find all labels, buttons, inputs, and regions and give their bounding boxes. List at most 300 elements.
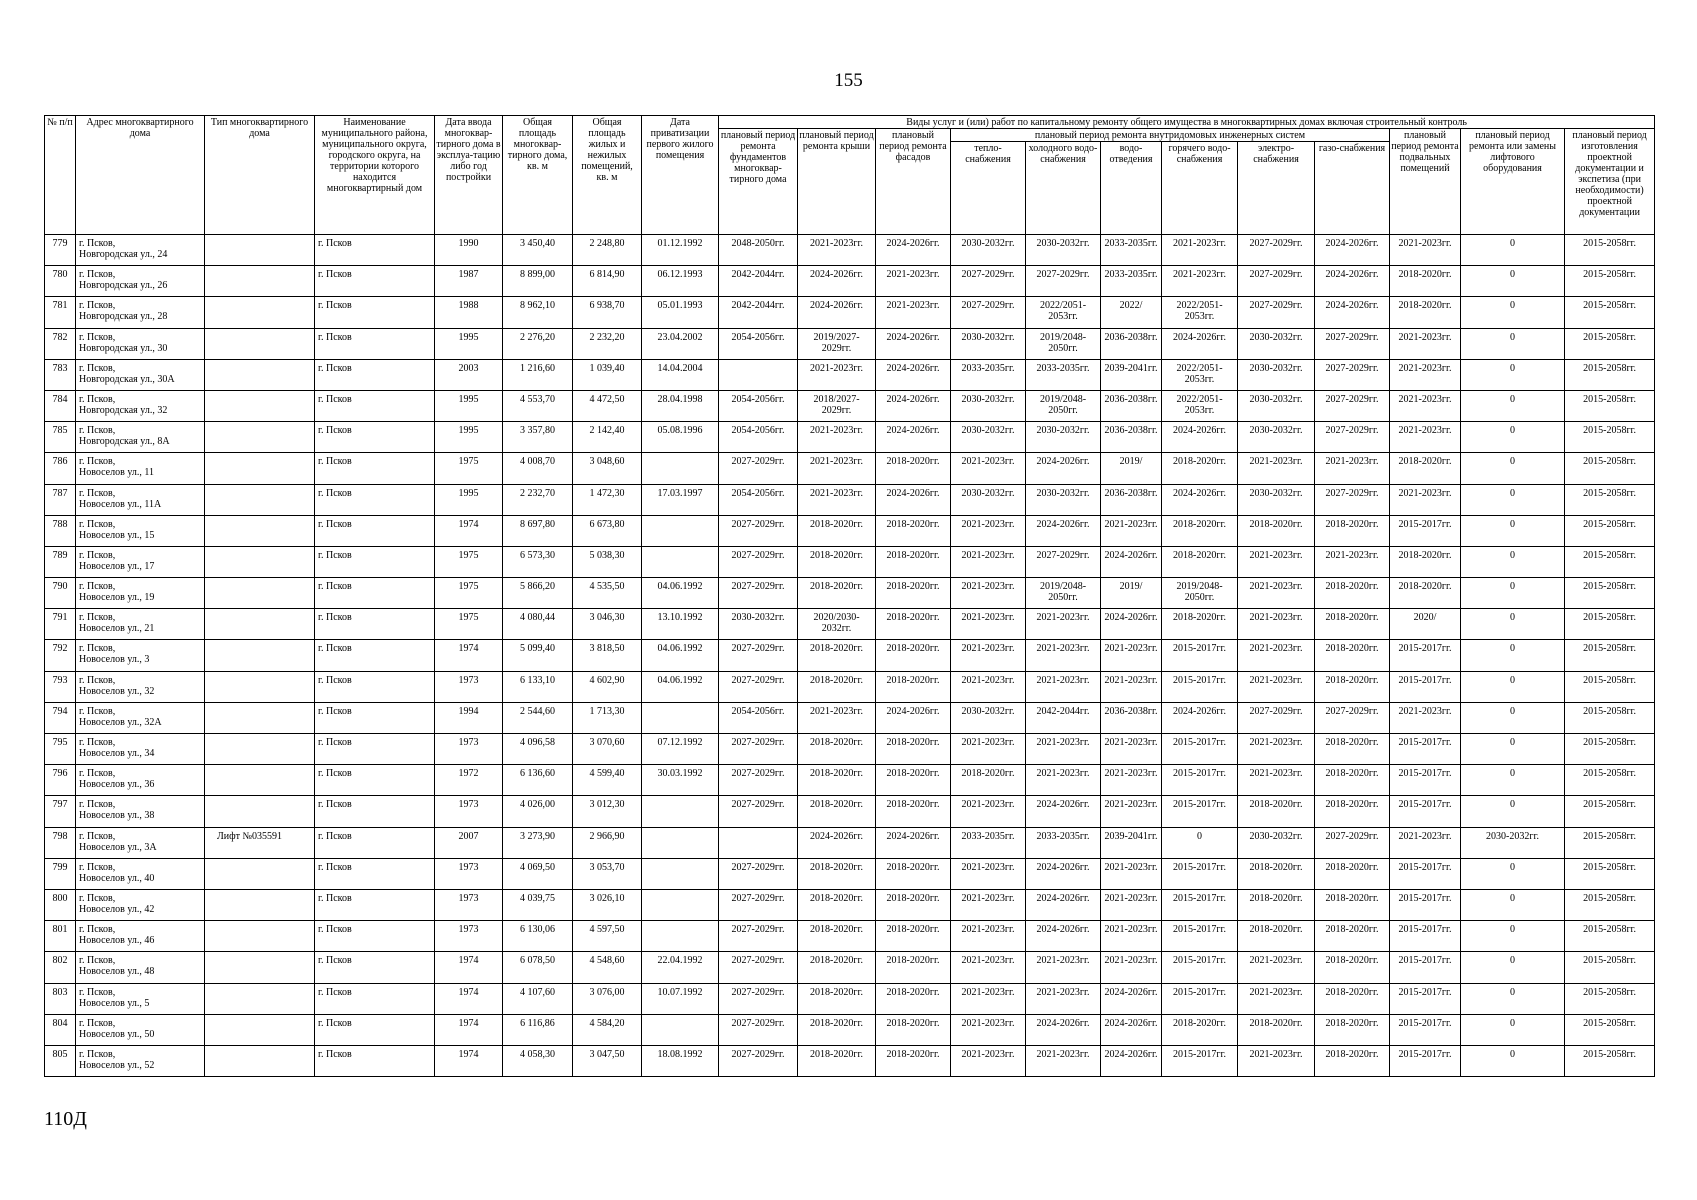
foundation-period-cell: 2027-2029гг.: [719, 671, 798, 702]
elevator-period-cell: 0: [1461, 796, 1565, 827]
header-works-group: Виды услуг и (или) работ по капитальному ремонту общего имущества в многоквартирных домах включая строительный контроль: [719, 116, 1655, 129]
roof-period-cell: 2021-2023гг.: [798, 422, 876, 453]
district-cell: г. Псков: [315, 921, 435, 952]
elevator-period-cell: 0: [1461, 297, 1565, 328]
gas-period-cell: 2027-2029гг.: [1315, 328, 1390, 359]
cold-water-period-cell: 2021-2023гг.: [1026, 952, 1101, 983]
gas-period-cell: 2027-2029гг.: [1315, 422, 1390, 453]
table-row: [45, 609, 1655, 640]
cold-water-period-cell: 2024-2026гг.: [1026, 515, 1101, 546]
address-cell: [76, 546, 205, 577]
page-number: 155: [834, 70, 863, 91]
table-row: [45, 827, 1655, 858]
heat-period-cell: 2021-2023гг.: [951, 1045, 1026, 1076]
commission-year-cell: 1973: [435, 889, 503, 920]
cold-water-period-cell: 2042-2044гг.: [1026, 702, 1101, 733]
total-area-cell: 5 866,20: [503, 578, 573, 609]
heat-period-cell: 2021-2023гг.: [951, 734, 1026, 765]
district-cell: г. Псков: [315, 609, 435, 640]
gas-period-cell: 2018-2020гг.: [1315, 1045, 1390, 1076]
house-type-cell: [205, 546, 315, 577]
roof-period-cell: 2018-2020гг.: [798, 796, 876, 827]
house-type-cell: [205, 858, 315, 889]
living-area-cell: 3 026,10: [573, 889, 642, 920]
total-area-cell: 8 697,80: [503, 515, 573, 546]
facade-period-cell: 2024-2026гг.: [876, 390, 951, 421]
row-number: 803: [45, 983, 76, 1014]
roof-period-cell: 2018-2020гг.: [798, 1045, 876, 1076]
house-type-cell: [205, 765, 315, 796]
row-number: 787: [45, 484, 76, 515]
cold-water-period-cell: 2021-2023гг.: [1026, 734, 1101, 765]
commission-year-cell: 1975: [435, 578, 503, 609]
total-area-cell: 3 450,40: [503, 235, 573, 266]
electric-period-cell: 2030-2032гг.: [1238, 359, 1315, 390]
header-facade: плановый период ремонта фасадов: [876, 129, 951, 235]
heat-period-cell: 2021-2023гг.: [951, 515, 1026, 546]
row-number: 782: [45, 328, 76, 359]
privatization-date-cell: [642, 702, 719, 733]
basement-period-cell: 2015-2017гг.: [1390, 983, 1461, 1014]
living-area-cell: 4 602,90: [573, 671, 642, 702]
privatization-date-cell: [642, 827, 719, 858]
facade-period-cell: 2018-2020гг.: [876, 796, 951, 827]
sewer-period-cell: 2021-2023гг.: [1101, 765, 1162, 796]
row-number: 798: [45, 827, 76, 858]
house-type-cell: [205, 266, 315, 297]
basement-period-cell: 2015-2017гг.: [1390, 858, 1461, 889]
hot-water-period-cell: 2015-2017гг.: [1162, 734, 1238, 765]
address-street: Новоселов ул., 3: [79, 654, 150, 666]
design-docs-period-cell: 2015-2058гг.: [1565, 1014, 1655, 1045]
house-type-cell: [205, 453, 315, 484]
total-area-cell: 6 130,06: [503, 921, 573, 952]
heat-period-cell: 2021-2023гг.: [951, 889, 1026, 920]
living-area-cell: 4 584,20: [573, 1014, 642, 1045]
electric-period-cell: 2018-2020гг.: [1238, 858, 1315, 889]
commission-year-cell: 1974: [435, 515, 503, 546]
address-cell: [76, 266, 205, 297]
house-type-cell: [205, 484, 315, 515]
design-docs-period-cell: 2015-2058гг.: [1565, 235, 1655, 266]
address-cell: [76, 390, 205, 421]
address-cell: [76, 609, 205, 640]
district-cell: г. Псков: [315, 266, 435, 297]
header-gas: газо-снабжения: [1315, 142, 1390, 235]
row-number: 800: [45, 889, 76, 920]
foundation-period-cell: [719, 827, 798, 858]
electric-period-cell: 2030-2032гг.: [1238, 827, 1315, 858]
gas-period-cell: 2027-2029гг.: [1315, 484, 1390, 515]
living-area-cell: 6 814,90: [573, 266, 642, 297]
district-cell: г. Псков: [315, 390, 435, 421]
cold-water-period-cell: 2019/2048-2050гг.: [1026, 328, 1101, 359]
address-city: г. Псков,: [79, 924, 116, 936]
living-area-cell: 6 938,70: [573, 297, 642, 328]
commission-year-cell: 1994: [435, 702, 503, 733]
cold-water-period-cell: 2021-2023гг.: [1026, 983, 1101, 1014]
address-city: г. Псков,: [79, 643, 116, 655]
basement-period-cell: 2015-2017гг.: [1390, 765, 1461, 796]
living-area-cell: 5 038,30: [573, 546, 642, 577]
table-row: [45, 734, 1655, 765]
table-row: [45, 515, 1655, 546]
elevator-period-cell: 0: [1461, 983, 1565, 1014]
total-area-cell: 3 273,90: [503, 827, 573, 858]
table-row: [45, 921, 1655, 952]
living-area-cell: 1 472,30: [573, 484, 642, 515]
house-type-cell: [205, 983, 315, 1014]
heat-period-cell: 2033-2035гг.: [951, 359, 1026, 390]
privatization-date-cell: [642, 921, 719, 952]
hot-water-period-cell: 2022/2051-2053гг.: [1162, 297, 1238, 328]
design-docs-period-cell: 2015-2058гг.: [1565, 734, 1655, 765]
privatization-date-cell: 22.04.1992: [642, 952, 719, 983]
elevator-period-cell: 0: [1461, 546, 1565, 577]
living-area-cell: 4 535,50: [573, 578, 642, 609]
header-cold-water: холодного водо-снабжения: [1026, 142, 1101, 235]
basement-period-cell: 2021-2023гг.: [1390, 235, 1461, 266]
district-cell: г. Псков: [315, 734, 435, 765]
facade-period-cell: 2024-2026гг.: [876, 484, 951, 515]
elevator-period-cell: 0: [1461, 765, 1565, 796]
heat-period-cell: 2030-2032гг.: [951, 422, 1026, 453]
elevator-period-cell: 0: [1461, 515, 1565, 546]
basement-period-cell: 2015-2017гг.: [1390, 796, 1461, 827]
elevator-period-cell: 0: [1461, 889, 1565, 920]
header-basement: плановый период ремонта подвальных помещений: [1390, 129, 1461, 235]
heat-period-cell: 2021-2023гг.: [951, 609, 1026, 640]
electric-period-cell: 2027-2029гг.: [1238, 266, 1315, 297]
address-street: Новоселов ул., 38: [79, 810, 155, 822]
electric-period-cell: 2021-2023гг.: [1238, 453, 1315, 484]
table-row: [45, 640, 1655, 671]
address-street: Новгородская ул., 26: [79, 280, 168, 292]
design-docs-period-cell: 2015-2058гг.: [1565, 983, 1655, 1014]
basement-period-cell: 2021-2023гг.: [1390, 484, 1461, 515]
sewer-period-cell: 2033-2035гг.: [1101, 266, 1162, 297]
table-row: [45, 1014, 1655, 1045]
row-number: 804: [45, 1014, 76, 1045]
design-docs-period-cell: 2015-2058гг.: [1565, 1045, 1655, 1076]
house-type-cell: [205, 422, 315, 453]
commission-year-cell: 1988: [435, 297, 503, 328]
basement-period-cell: 2018-2020гг.: [1390, 453, 1461, 484]
address-street: Новгородская ул., 32: [79, 404, 168, 416]
table-row: [45, 297, 1655, 328]
hot-water-period-cell: 2021-2023гг.: [1162, 235, 1238, 266]
living-area-cell: 3 046,30: [573, 609, 642, 640]
facade-period-cell: 2024-2026гг.: [876, 359, 951, 390]
foundation-period-cell: 2027-2029гг.: [719, 952, 798, 983]
living-area-cell: 3 818,50: [573, 640, 642, 671]
living-area-cell: 2 248,80: [573, 235, 642, 266]
house-type-cell: Лифт №035591: [205, 827, 315, 858]
cold-water-period-cell: 2030-2032гг.: [1026, 422, 1101, 453]
foundation-period-cell: 2027-2029гг.: [719, 921, 798, 952]
district-cell: г. Псков: [315, 546, 435, 577]
sewer-period-cell: 2019/: [1101, 453, 1162, 484]
total-area-cell: 1 216,60: [503, 359, 573, 390]
sewer-period-cell: 2039-2041гг.: [1101, 827, 1162, 858]
address-cell: [76, 952, 205, 983]
heat-period-cell: 2027-2029гг.: [951, 266, 1026, 297]
row-number: 799: [45, 858, 76, 889]
house-type-cell: [205, 235, 315, 266]
district-cell: г. Псков: [315, 671, 435, 702]
electric-period-cell: 2030-2032гг.: [1238, 328, 1315, 359]
sewer-period-cell: 2021-2023гг.: [1101, 640, 1162, 671]
cold-water-period-cell: 2022/2051-2053гг.: [1026, 297, 1101, 328]
facade-period-cell: 2018-2020гг.: [876, 640, 951, 671]
design-docs-period-cell: 2015-2058гг.: [1565, 889, 1655, 920]
district-cell: г. Псков: [315, 983, 435, 1014]
elevator-period-cell: 0: [1461, 702, 1565, 733]
gas-period-cell: 2018-2020гг.: [1315, 609, 1390, 640]
house-type-cell: [205, 359, 315, 390]
sewer-period-cell: 2021-2023гг.: [1101, 889, 1162, 920]
facade-period-cell: 2018-2020гг.: [876, 578, 951, 609]
elevator-period-cell: 0: [1461, 1014, 1565, 1045]
address-city: г. Псков,: [79, 456, 116, 468]
total-area-cell: 6 133,10: [503, 671, 573, 702]
district-cell: г. Псков: [315, 297, 435, 328]
district-cell: г. Псков: [315, 328, 435, 359]
commission-year-cell: 1974: [435, 952, 503, 983]
roof-period-cell: 2021-2023гг.: [798, 702, 876, 733]
house-type-cell: [205, 390, 315, 421]
address-cell: [76, 702, 205, 733]
address-cell: [76, 515, 205, 546]
electric-period-cell: 2021-2023гг.: [1238, 1045, 1315, 1076]
row-number: 789: [45, 546, 76, 577]
living-area-cell: 3 053,70: [573, 858, 642, 889]
basement-period-cell: 2018-2020гг.: [1390, 297, 1461, 328]
row-number: 781: [45, 297, 76, 328]
facade-period-cell: 2018-2020гг.: [876, 921, 951, 952]
address-city: г. Псков,: [79, 955, 116, 967]
roof-period-cell: 2018/2027-2029гг.: [798, 390, 876, 421]
commission-year-cell: 1995: [435, 422, 503, 453]
sewer-period-cell: 2024-2026гг.: [1101, 983, 1162, 1014]
hot-water-period-cell: 2024-2026гг.: [1162, 422, 1238, 453]
privatization-date-cell: [642, 453, 719, 484]
sewer-period-cell: 2021-2023гг.: [1101, 952, 1162, 983]
cold-water-period-cell: 2030-2032гг.: [1026, 484, 1101, 515]
foundation-period-cell: 2054-2056гг.: [719, 702, 798, 733]
total-area-cell: 4 008,70: [503, 453, 573, 484]
roof-period-cell: 2018-2020гг.: [798, 983, 876, 1014]
facade-period-cell: 2021-2023гг.: [876, 297, 951, 328]
row-number: 788: [45, 515, 76, 546]
design-docs-period-cell: 2015-2058гг.: [1565, 827, 1655, 858]
address-cell: [76, 734, 205, 765]
address-street: Новоселов ул., 48: [79, 966, 155, 978]
row-number: 785: [45, 422, 76, 453]
district-cell: г. Псков: [315, 359, 435, 390]
cold-water-period-cell: 2033-2035гг.: [1026, 827, 1101, 858]
header-num: № п/п: [45, 116, 76, 235]
roof-period-cell: 2018-2020гг.: [798, 921, 876, 952]
total-area-cell: 3 357,80: [503, 422, 573, 453]
address-street: Новоселов ул., 5: [79, 997, 150, 1009]
hot-water-period-cell: 2024-2026гг.: [1162, 484, 1238, 515]
total-area-cell: 4 026,00: [503, 796, 573, 827]
row-number: 794: [45, 702, 76, 733]
living-area-cell: 4 597,50: [573, 921, 642, 952]
gas-period-cell: 2018-2020гг.: [1315, 578, 1390, 609]
house-type-cell: [205, 1014, 315, 1045]
facade-period-cell: 2024-2026гг.: [876, 702, 951, 733]
heat-period-cell: 2030-2032гг.: [951, 702, 1026, 733]
electric-period-cell: 2018-2020гг.: [1238, 921, 1315, 952]
heat-period-cell: 2021-2023гг.: [951, 578, 1026, 609]
district-cell: г. Псков: [315, 765, 435, 796]
privatization-date-cell: 05.08.1996: [642, 422, 719, 453]
address-cell: [76, 453, 205, 484]
address-city: г. Псков,: [79, 393, 116, 405]
privatization-date-cell: 10.07.1992: [642, 983, 719, 1014]
address-city: г. Псков,: [79, 549, 116, 561]
address-cell: [76, 765, 205, 796]
address-cell: [76, 328, 205, 359]
address-city: г. Псков,: [79, 300, 116, 312]
sewer-period-cell: 2024-2026гг.: [1101, 546, 1162, 577]
living-area-cell: 3 048,60: [573, 453, 642, 484]
house-type-cell: [205, 328, 315, 359]
hot-water-period-cell: 2015-2017гг.: [1162, 952, 1238, 983]
commission-year-cell: 1973: [435, 671, 503, 702]
privatization-date-cell: 04.06.1992: [642, 578, 719, 609]
address-city: г. Псков,: [79, 768, 116, 780]
commission-year-cell: 2007: [435, 827, 503, 858]
address-city: г. Псков,: [79, 861, 116, 873]
table-row: [45, 422, 1655, 453]
commission-year-cell: 1974: [435, 1045, 503, 1076]
facade-period-cell: 2018-2020гг.: [876, 515, 951, 546]
table-row: [45, 702, 1655, 733]
commission-year-cell: 1995: [435, 328, 503, 359]
address-city: г. Псков,: [79, 737, 116, 748]
commission-year-cell: 1973: [435, 921, 503, 952]
basement-period-cell: 2015-2017гг.: [1390, 889, 1461, 920]
design-docs-period-cell: 2015-2058гг.: [1565, 359, 1655, 390]
address-street: Новоселов ул., 15: [79, 529, 155, 541]
hot-water-period-cell: 2015-2017гг.: [1162, 640, 1238, 671]
row-number: 786: [45, 453, 76, 484]
hot-water-period-cell: 2018-2020гг.: [1162, 546, 1238, 577]
total-area-cell: 4 058,30: [503, 1045, 573, 1076]
living-area-cell: 3 070,60: [573, 734, 642, 765]
table-row: [45, 765, 1655, 796]
hot-water-period-cell: 2015-2017гг.: [1162, 765, 1238, 796]
commission-year-cell: 1972: [435, 765, 503, 796]
cold-water-period-cell: 2033-2035гг.: [1026, 359, 1101, 390]
header-type: Тип многоквартирного дома: [205, 116, 315, 235]
basement-period-cell: 2015-2017гг.: [1390, 1045, 1461, 1076]
basement-period-cell: 2021-2023гг.: [1390, 422, 1461, 453]
living-area-cell: 4 548,60: [573, 952, 642, 983]
foundation-period-cell: [719, 359, 798, 390]
commission-year-cell: 1974: [435, 983, 503, 1014]
house-type-cell: [205, 1045, 315, 1076]
heat-period-cell: 2021-2023гг.: [951, 952, 1026, 983]
district-cell: г. Псков: [315, 1045, 435, 1076]
electric-period-cell: 2027-2029гг.: [1238, 297, 1315, 328]
address-cell: [76, 297, 205, 328]
design-docs-period-cell: 2015-2058гг.: [1565, 921, 1655, 952]
address-city: г. Псков,: [79, 487, 116, 499]
table-row: [45, 796, 1655, 827]
basement-period-cell: 2018-2020гг.: [1390, 546, 1461, 577]
hot-water-period-cell: 0: [1162, 827, 1238, 858]
sewer-period-cell: 2039-2041гг.: [1101, 359, 1162, 390]
heat-period-cell: 2018-2020гг.: [951, 765, 1026, 796]
address-street: Новоселов ул., 42: [79, 903, 155, 915]
basement-period-cell: 2021-2023гг.: [1390, 390, 1461, 421]
roof-period-cell: 2018-2020гг.: [798, 734, 876, 765]
address-city: г. Псков,: [79, 1048, 116, 1060]
district-cell: г. Псков: [315, 702, 435, 733]
address-cell: [76, 484, 205, 515]
row-number: 796: [45, 765, 76, 796]
table-row: [45, 328, 1655, 359]
heat-period-cell: 2030-2032гг.: [951, 328, 1026, 359]
row-number: 783: [45, 359, 76, 390]
cold-water-period-cell: 2021-2023гг.: [1026, 609, 1101, 640]
sewer-period-cell: 2019/: [1101, 578, 1162, 609]
address-street: Новоселов ул., 32А: [79, 716, 162, 728]
table-row: [45, 983, 1655, 1014]
basement-period-cell: 2021-2023гг.: [1390, 702, 1461, 733]
privatization-date-cell: 23.04.2002: [642, 328, 719, 359]
row-number: 801: [45, 921, 76, 952]
commission-year-cell: 1974: [435, 1014, 503, 1045]
address-cell: [76, 983, 205, 1014]
foundation-period-cell: 2054-2056гг.: [719, 390, 798, 421]
hot-water-period-cell: 2018-2020гг.: [1162, 609, 1238, 640]
gas-period-cell: 2027-2029гг.: [1315, 702, 1390, 733]
header-hot-water: горячего водо-снабжения: [1162, 142, 1238, 235]
address-city: г. Псков,: [79, 612, 116, 624]
roof-period-cell: 2019/2027-2029гг.: [798, 328, 876, 359]
row-number: 790: [45, 578, 76, 609]
facade-period-cell: 2024-2026гг.: [876, 422, 951, 453]
address-city: г. Псков,: [79, 705, 116, 717]
address-cell: [76, 827, 205, 858]
elevator-period-cell: 0: [1461, 671, 1565, 702]
design-docs-period-cell: 2015-2058гг.: [1565, 484, 1655, 515]
commission-year-cell: 1973: [435, 796, 503, 827]
basement-period-cell: 2015-2017гг.: [1390, 734, 1461, 765]
foundation-period-cell: 2027-2029гг.: [719, 889, 798, 920]
hot-water-period-cell: 2015-2017гг.: [1162, 921, 1238, 952]
privatization-date-cell: 04.06.1992: [642, 640, 719, 671]
heat-period-cell: 2033-2035гг.: [951, 827, 1026, 858]
house-type-cell: [205, 889, 315, 920]
table-row: [45, 952, 1655, 983]
address-city: г. Псков,: [79, 986, 116, 998]
cold-water-period-cell: 2021-2023гг.: [1026, 765, 1101, 796]
total-area-cell: 4 069,50: [503, 858, 573, 889]
roof-period-cell: 2021-2023гг.: [798, 453, 876, 484]
commission-year-cell: 1975: [435, 546, 503, 577]
sewer-period-cell: 2036-2038гг.: [1101, 422, 1162, 453]
commission-year-cell: 1973: [435, 734, 503, 765]
total-area-cell: 6 116,86: [503, 1014, 573, 1045]
house-type-cell: [205, 297, 315, 328]
privatization-date-cell: [642, 515, 719, 546]
